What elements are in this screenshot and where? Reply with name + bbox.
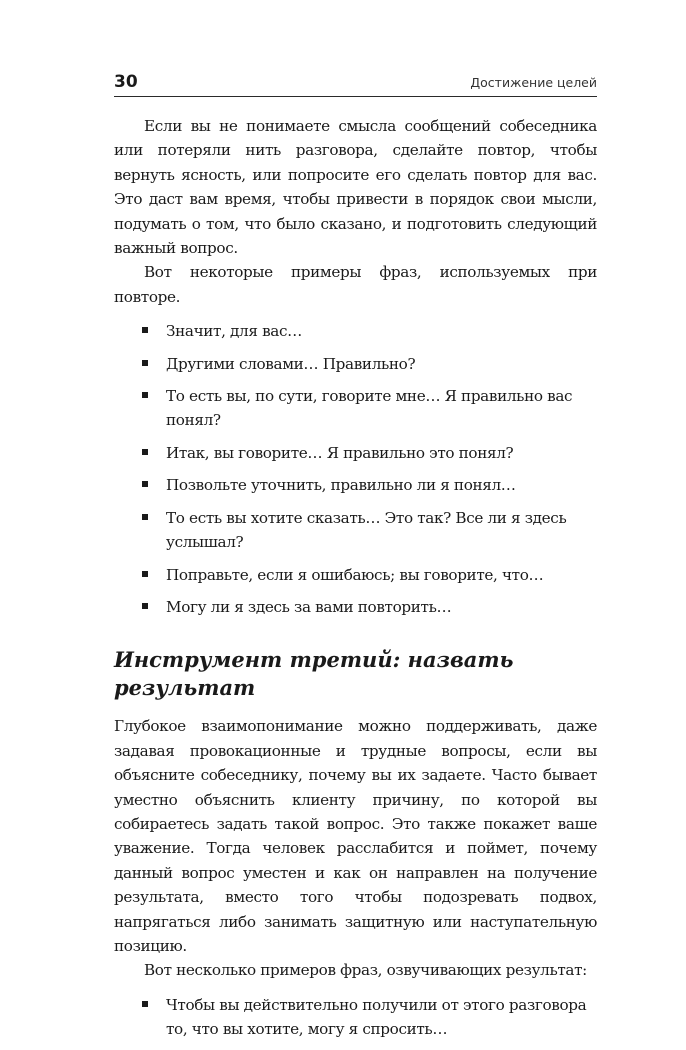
list-item xyxy=(114,993,597,1042)
list-item xyxy=(114,473,597,497)
list-item-text: То есть вы, по сути, говорите мне… Я правильно вас понял? xyxy=(166,387,573,430)
list-item-text: Могу ли я здесь за вами повторить… xyxy=(166,597,452,616)
paragraph: Если вы не понимаете смысла сообщений собеседника или потеряли нить разговора, сделайте повтор, чтобы вернуть ясность, или попросите его сделать повтор для вас. Это даст вам время, чтобы привести в порядок свои мысли, подумать о том, что было сказано, и подготовить следующий важный вопрос. xyxy=(114,117,597,258)
bullet-icon xyxy=(142,360,148,366)
running-title: Достижение целей xyxy=(470,75,597,90)
bullet-icon xyxy=(142,1001,148,1007)
bullet-icon xyxy=(142,571,148,577)
page-number: 30 xyxy=(114,72,138,92)
section-heading: Инструмент третий: назвать результат xyxy=(114,647,514,701)
phrase-list xyxy=(114,319,597,619)
bullet-icon xyxy=(142,603,148,609)
list-item-text: Итак, вы говорите… Я правильно это понял? xyxy=(166,443,514,462)
list-item-text: Позвольте уточнить, правильно ли я понял… xyxy=(166,476,516,495)
bullet-icon xyxy=(142,514,148,520)
list-item xyxy=(114,352,597,376)
list-item-text: Значит, для вас… xyxy=(166,322,302,341)
bullet-icon xyxy=(142,449,148,455)
paragraph: Глубокое взаимопонимание можно поддерживать, даже задавая провокационные и трудные вопросы, если вы объясните собеседнику, почему вы их задаете. Часто бывает уместно объяснить клиенту причину, по которой вы собираетесь задать такой вопрос. Это также покажет ваше уважение. Тогда человек расслабится и поймет, почему данный вопрос уместен и как он направлен на получение результата, вместо того чтобы подозревать подвох, напрягаться либо занимать защитную или наступательную позицию. xyxy=(114,717,597,955)
page-header xyxy=(114,72,597,97)
list-item-text: То есть вы хотите сказать… Это так? Все ли я здесь услышал? xyxy=(166,508,567,552)
list-item xyxy=(114,384,597,433)
paragraph: Вот некоторые примеры фраз, используемых при повторе. xyxy=(114,263,597,306)
list-item-text: Чтобы вы действительно получили от этого разговора то, что вы хотите, могу я спросить… xyxy=(166,995,587,1039)
list-item xyxy=(114,441,597,465)
list-item-text: Поправьте, если я ошибаюсь; вы говорите, что… xyxy=(166,565,544,584)
page-body xyxy=(114,114,597,1050)
list-item xyxy=(114,595,597,619)
bullet-icon xyxy=(142,392,148,398)
list-item-text: Другими словами… Правильно? xyxy=(166,354,416,373)
phrase-list xyxy=(114,993,597,1042)
bullet-icon xyxy=(142,327,148,333)
list-item xyxy=(114,319,597,343)
list-item xyxy=(114,563,597,587)
paragraph: Вот несколько примеров фраз, озвучивающих результат: xyxy=(144,961,587,980)
bullet-icon xyxy=(142,481,148,487)
list-item xyxy=(114,506,597,555)
